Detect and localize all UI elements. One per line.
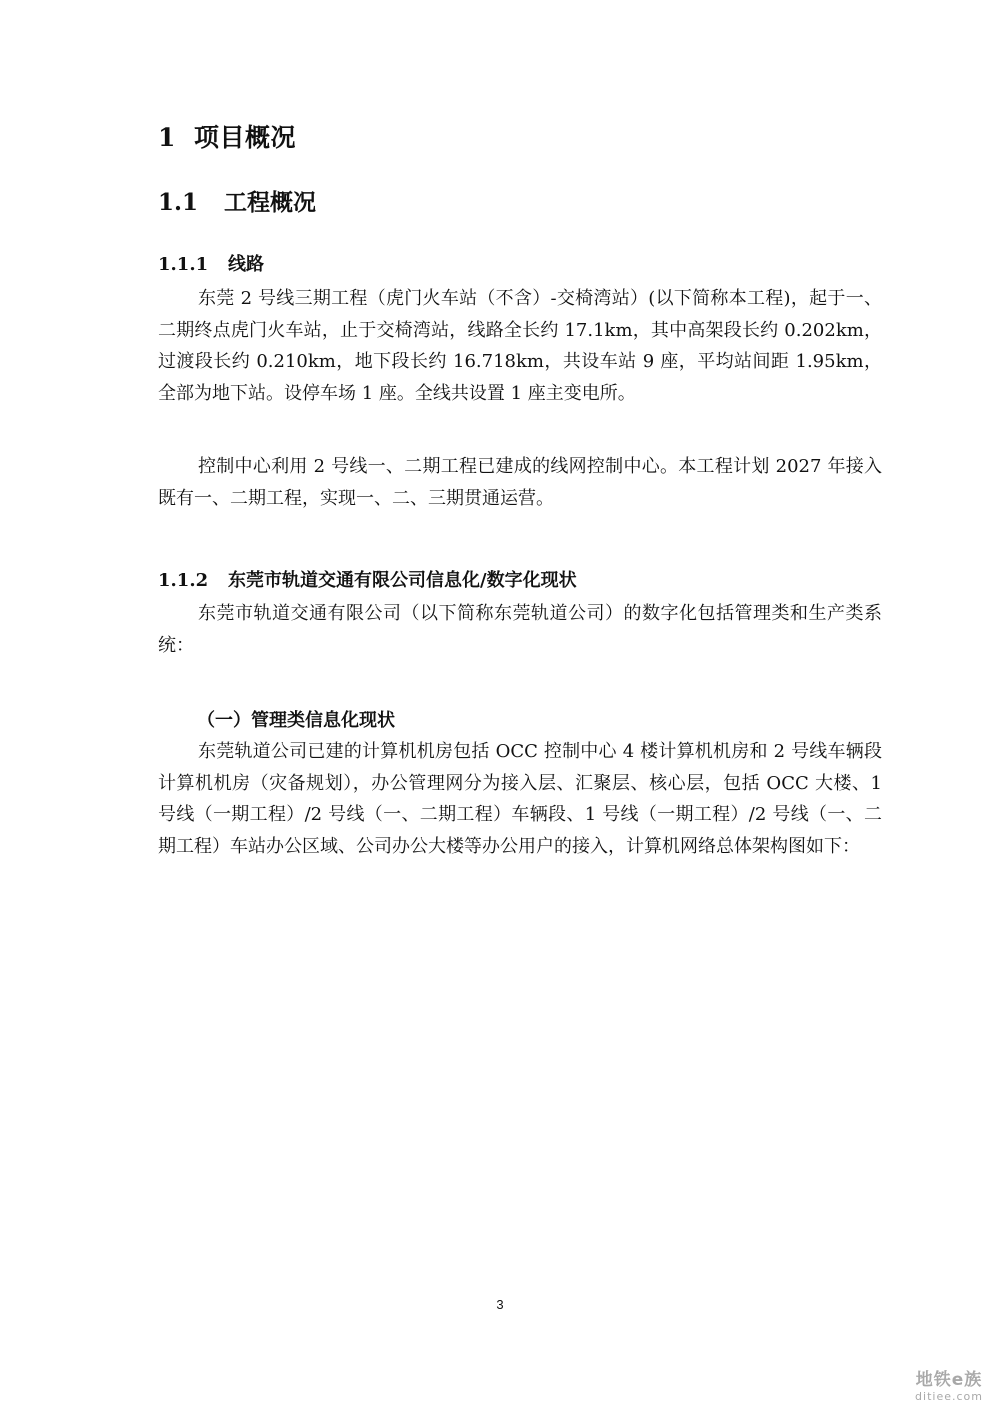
paragraph-line-overview: 东莞 2 号线三期工程（虎门火车站（不含）-交椅湾站）(以下简称本工程)，起于一、二期终点虎门火车站，止于交椅湾站，线路全长约 17.1km，其中高架段长约 0.202km，过渡段长约 0.210km，地下段长约 16.718km，共设车站 9 座，平均站间距 1.95km，全部为地下站。设停车场 1 座。全线共设置 1 座主变电所。 [158, 288, 882, 404]
paragraph-management: 东莞轨道公司已建的计算机机房包括 OCC 控制中心 4 楼计算机机房和 2 号线车辆段计算机机房（灾备规划），办公管理网分为接入层、汇聚层、核心层，包括 OCC 大楼、1 号线（一期工程）/2 号线（一、二期工程）车辆段、1 号线（一期工程）/2 号线（一、二期工程）车站办公区域、公司办公大楼等办公用户的接入，计算机网络总体架构图如下： [158, 741, 882, 857]
watermark-line1: 地铁e族 [915, 1370, 983, 1390]
paragraph-control-center: 控制中心利用 2 号线一、二期工程已建成的线网控制中心。本工程计划 2027 年接入既有一、二期工程，实现一、二、三期贯通运营。 [158, 456, 882, 509]
heading-3-line [158, 250, 264, 276]
watermark-logo [910, 1370, 988, 1404]
heading-3-digital [158, 566, 577, 592]
heading-1 [158, 118, 296, 154]
heading-3-line-number: 1.1.1 [158, 254, 209, 275]
watermark-line2: ditiee.com [915, 1390, 983, 1403]
heading-3-line-text: 线路 [228, 254, 264, 275]
subheading-management: （一）管理类信息化现状 [197, 710, 395, 731]
heading-1-number: 1 [158, 123, 176, 152]
heading-3-digital-text: 东莞市轨道交通有限公司信息化/数字化现状 [228, 570, 577, 591]
heading-2-text: 工程概况 [224, 189, 316, 216]
paragraph-digital-intro: 东莞市轨道交通有限公司（以下简称东莞轨道公司）的数字化包括管理类和生产类系统： [158, 603, 882, 656]
heading-1-text: 项目概况 [194, 123, 297, 152]
page-number: 3 [496, 1297, 504, 1312]
heading-2-number: 1.1 [158, 189, 199, 216]
heading-3-digital-number: 1.1.2 [158, 570, 209, 591]
heading-2 [158, 184, 316, 217]
